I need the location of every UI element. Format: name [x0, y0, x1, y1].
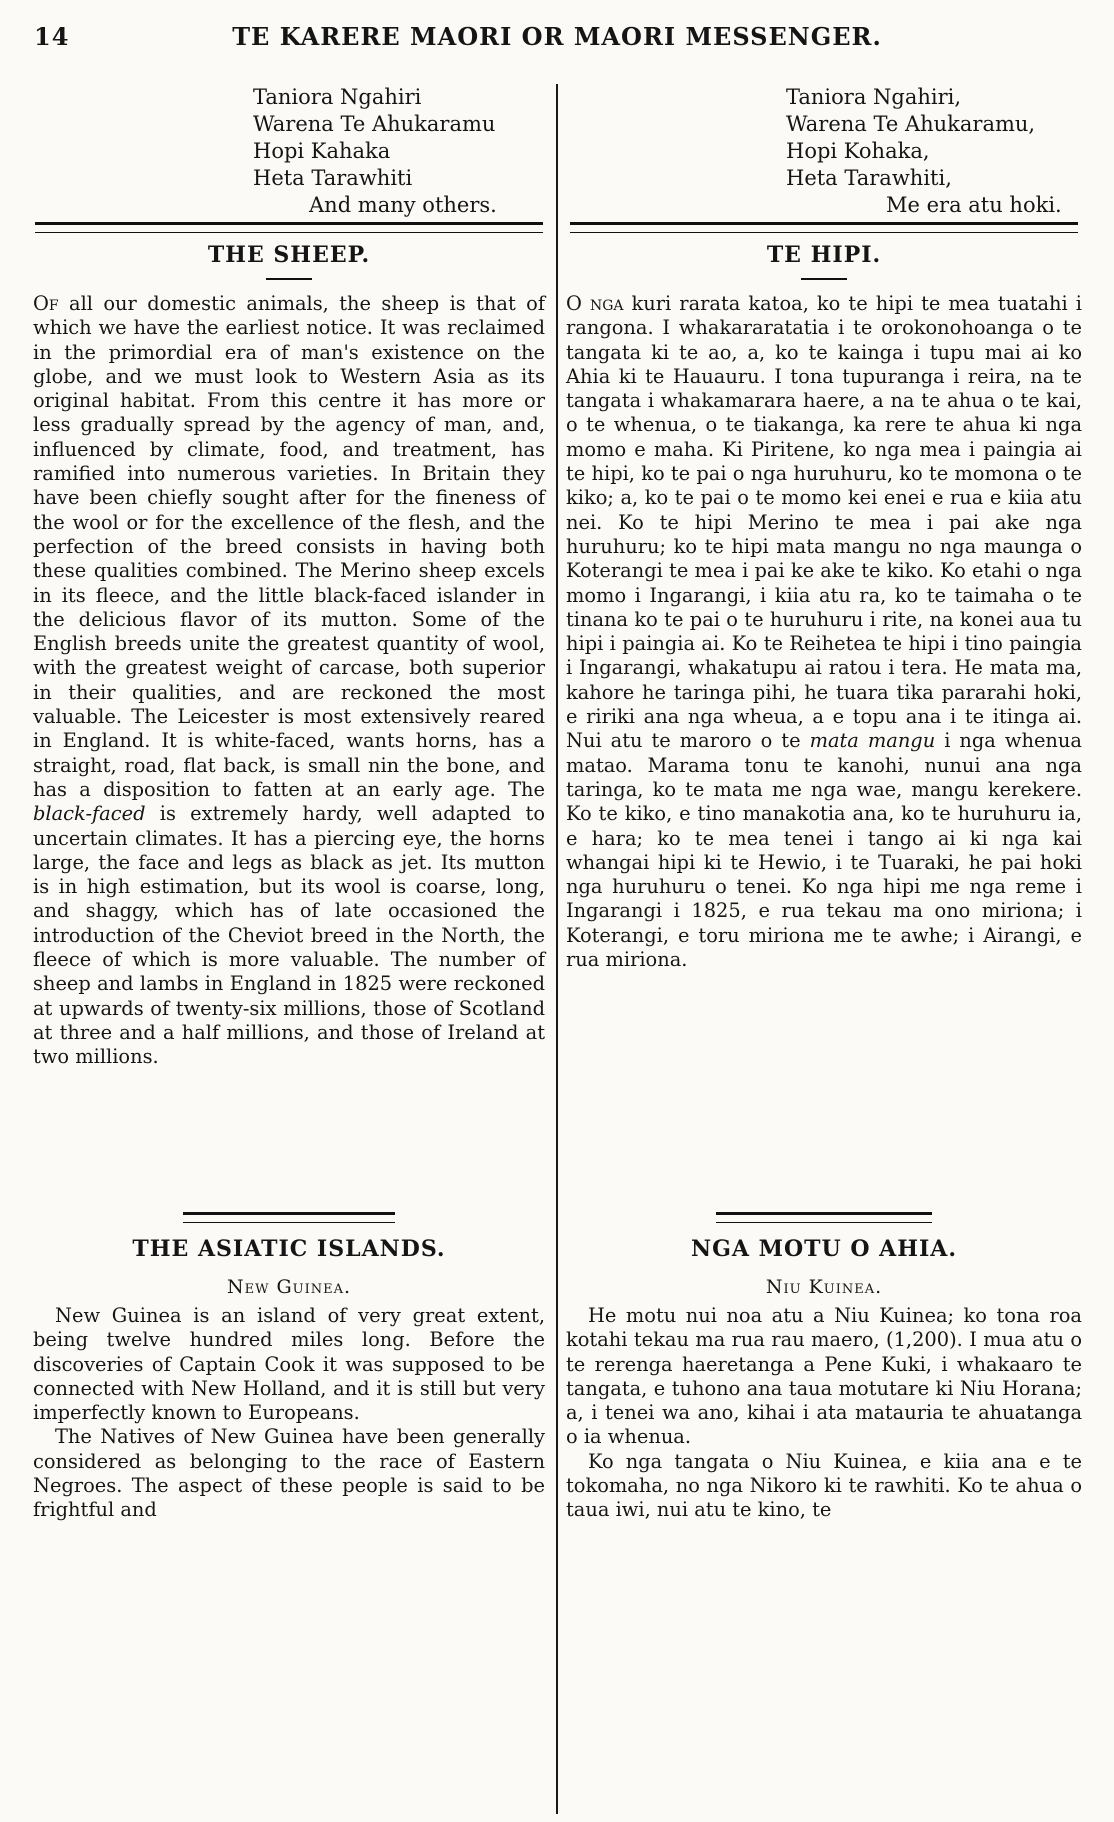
- drop-word: O nga: [566, 292, 624, 315]
- signature: Hopi Kahaka: [253, 139, 391, 163]
- signature: Taniora Ngahiri: [253, 85, 422, 109]
- masthead-title: TE KARERE MAORI OR MAORI MESSENGER.: [232, 22, 882, 51]
- section-rule: [716, 1212, 932, 1223]
- islands-paragraph-maori: He motu nui noa atu a Niu Kuinea; ko tona roa kotahi tekau ma rua rau maero, (1,200). I mua atu o te rerenga haeretanga a Pene Kuki, i whakaaro te tangata, e tuhono ana taua motutare ki Niu Horana; a, i tenei wa ano, kihai i ata matauria te ahuatanga o ia whenua.: [566, 1304, 1082, 1449]
- page-number: 14: [34, 22, 70, 51]
- sheep-text-cont: is extremely hardy, well adapted to uncertain climates. It has a piercing eye, the horns large, the face and legs as black as jet. Its mutton is in high estimation, but its wool is coarse, long, and shaggy, which has of late occasioned the introduction of the Cheviot breed in the North, the fleece of which is more valuable. The number of sheep and lambs in England in 1825 were reckoned at upwards of twenty-six millions, those of Scotland at three and a half millions, and those of Ireland at two millions.: [33, 802, 545, 1069]
- signature: Taniora Ngahiri,: [786, 85, 962, 109]
- sheep-text: all our domestic animals, the sheep is that of which we have the earliest notice. It was reclaimed in the primordial era of man's existence on the globe, and we must look to Western Asia as its original habitat. From this centre it has more or less gradually spread by the agency of man, and, influenced by climate, food, and treatment, has ramified into numerous varieties. In Britain they have been chiefly sought after for the fineness of the wool or for the excellence of the flesh, and the perfection of the breed consists in having both these qualities combined. The Merino sheep excels in its fleece, and the little black-faced islander in the delicious flavor of its mutton. Some of the English breeds unite the greatest quantity of wool, with the greatest weight of carcase, both superior in their qualities, and are reckoned the most valuable. The Leicester is most extensively reared in England. It is white-faced, wants horns, has a straight, road, flat back, is small nin the bone, and has a disposition to fatten at an early age. The: [33, 292, 545, 801]
- italic-term: black-faced: [33, 802, 146, 826]
- heading-underline: [266, 278, 312, 280]
- section-rule: [35, 222, 543, 233]
- sheep-heading: THE SHEEP.: [207, 242, 371, 268]
- sheep-article-maori: [566, 292, 1082, 972]
- sheep-text-maori-cont: i nga whenua matao. Marama tonu te kanohi, nunui ana nga taringa, ko te mata me nga wae, mangu kerekere. Ko te kiko, e tino manakotia ana, ko te huruhuru ia, e hara; ko te mea tenei i tango ai ki nga kai whangai hipi ki te Hewio, i te Tuaraki, he pai hoki nga huruhuru o tenei. Ko nga hipi me nga reme i Ingarangi i 1825, e rua tekau ma ono miriona; i Koterangi, e toru miriona me te awhe; i Airangi, e rua miriona.: [566, 729, 1082, 972]
- islands-heading-maori: NGA MOTU O AHIA.: [690, 1236, 958, 1262]
- signature: Warena Te Ahukaramu: [253, 112, 496, 136]
- islands-article-maori: [566, 1304, 1082, 1523]
- signature: Hopi Kohaka,: [786, 139, 930, 163]
- signature: Warena Te Ahukaramu,: [786, 112, 1036, 136]
- islands-subheading-maori: Niu Kuinea.: [765, 1276, 883, 1298]
- drop-word: Of: [33, 292, 59, 315]
- signature: Heta Tarawhiti,: [786, 166, 952, 190]
- italic-term: mata mangu: [809, 729, 936, 753]
- column-divider: [556, 84, 558, 1814]
- signature: Heta Tarawhiti: [253, 166, 413, 190]
- sheep-paragraph: [33, 292, 545, 1070]
- section-rule: [570, 222, 1078, 233]
- sheep-paragraph-maori: [566, 292, 1082, 972]
- sheep-article: [33, 292, 545, 1070]
- running-head: [34, 22, 1080, 62]
- sheep-text-maori: kuri rarata katoa, ko te hipi te mea tuatahi i rangona. I whakararatatia i te orokonohoanga o te tangata ki te ao, a, ko te kainga i tupu mai ai ko Ahia ki te Hauauru. I tona tupuranga i reira, na te tangata i whakamarara haere, a na te ahua o te kai, o te whenua, o te tiakanga, ka rere te ahua ki nga momo e maha. Ki Piritene, ko nga mea i paingia ai te hipi, ko te pai o nga huruhuru, ko te momona o te kiko; a, ko te pai o te momo kei enei e rua e kiia atu nei. Ko te hipi Merino te mea i pai ake nga huruhuru; ko te hipi mata mangu no nga maunga o Koterangi te mea i pai ke ake te kiko. Ko etahi o nga momo i Ingarangi, i kiia atu ra, ko te taimaha o te tinana ko te pai o te huruhuru i rite, na konei aua tu hipi i paingia ai. Ko te Reihetea te hipi i tino paingia i Ingarangi, whakatupu ai ratou i tera. He mata ma, kahore he taringa pihi, he tuara tika pararahi hoki, e ririki ana nga wheua, a e topu ana i te itinga ai. Nui atu te maroro o te: [566, 292, 1082, 753]
- signature-closing: And many others.: [309, 193, 497, 217]
- section-rule: [183, 1212, 395, 1223]
- islands-paragraph: New Guinea is an island of very great extent, being twelve hundred miles long. Before the discoveries of Captain Cook it was supposed to be connected with New Holland, and it is still but very imperfectly known to Europeans.: [33, 1304, 545, 1425]
- islands-heading: THE ASIATIC ISLANDS.: [132, 1236, 446, 1262]
- heading-underline: [801, 278, 847, 280]
- sheep-heading-maori: TE HIPI.: [766, 242, 882, 268]
- islands-subheading: New Guinea.: [226, 1276, 352, 1298]
- signatures-english: [253, 84, 497, 219]
- islands-article: [33, 1304, 545, 1523]
- islands-paragraph-maori: Ko nga tangata o Niu Kuinea, e kiia ana e te tokomaha, no nga Nikoro ki te rawhiti. Ko te ahua o taua iwi, nui atu te kino, te: [566, 1449, 1082, 1522]
- islands-paragraph: The Natives of New Guinea have been generally considered as belonging to the race of Eastern Negroes. The aspect of these people is said to be frightful and: [33, 1425, 545, 1522]
- signatures-maori: [786, 84, 1062, 219]
- signature-closing: Me era atu hoki.: [886, 193, 1062, 217]
